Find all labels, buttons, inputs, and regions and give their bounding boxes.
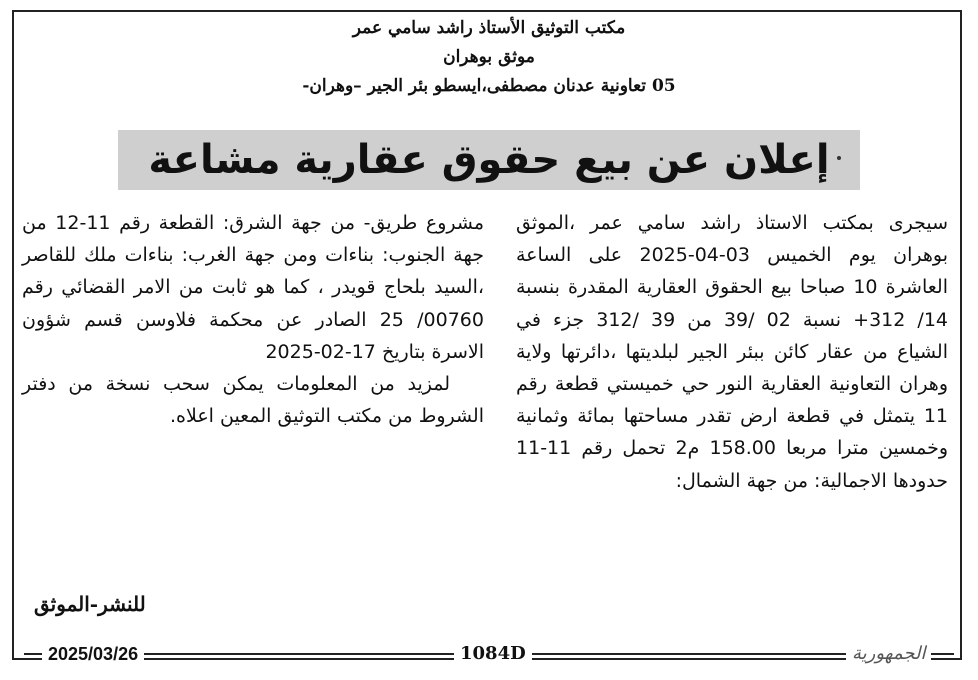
sale-details-paragraph: سيجرى بمكتب الاستاذ راشد سامي عمر ،الموثق بوهران يوم الخميس 03-04-2025 على الساعة العاشرة 10 صباحا بيع الحقوق العقارية المقدرة بنسبة 14/ 312+ نسبة 02 /39 من 39 /312 جزء في الشياع من عقار كائن ببئر الجير لبلديتها ،دائرتها ولاية وهران التعاونية العقارية النور حي خميستي قطعة رقم 11 يتمثل في قطعة ارض تقدر مساحتها بمائة وثمانية وخمسين مترا مربعا 158.00 م2 تحمل رقم 11-11 حدودها الاجمالية: من جهة الشمال:: [516, 212, 949, 492]
announcement-body-right-column: [516, 207, 948, 497]
footer-date: 2025/03/26: [42, 641, 144, 667]
notary-address: 05 تعاونية عدنان مصطفى،ايسطو بئر الجير –وهران-: [302, 76, 676, 96]
title-band: [118, 130, 860, 190]
boundaries-paragraph: مشروع طريق- من جهة الشرق: القطعة رقم 11-12 من جهة الجنوب: بناءات ومن جهة الغرب: بناءات ملك للقاصر ،السيد بلحاج قويدر ، كما هو ثابت من الامر القضائي رقم 00760/ 25 الصادر عن محكمة فلاوسن قسم شؤون الاسرة بتاريخ 17-02-2025: [22, 212, 484, 363]
footer-publication-logo: الجمهورية: [846, 641, 931, 667]
announcement-title: إعلان عن بيع حقوق عقارية مشاعة: [148, 137, 830, 183]
decorative-dot: [837, 156, 841, 160]
notary-city: موثق بوهران: [443, 47, 535, 67]
signature: للنشر-الموثق: [34, 592, 146, 616]
announcement-body-left-column: [22, 207, 484, 432]
notary-office-name: مكتب التوثيق الأستاذ راشد سامي عمر: [352, 18, 626, 38]
footer-ad-code: 1084D: [454, 641, 532, 667]
more-info-paragraph: لمزيد من المعلومات يمكن سحب نسخة من دفتر الشروط من مكتب التوثيق المعين اعلاه.: [22, 373, 484, 428]
notary-header: [20, 14, 958, 101]
